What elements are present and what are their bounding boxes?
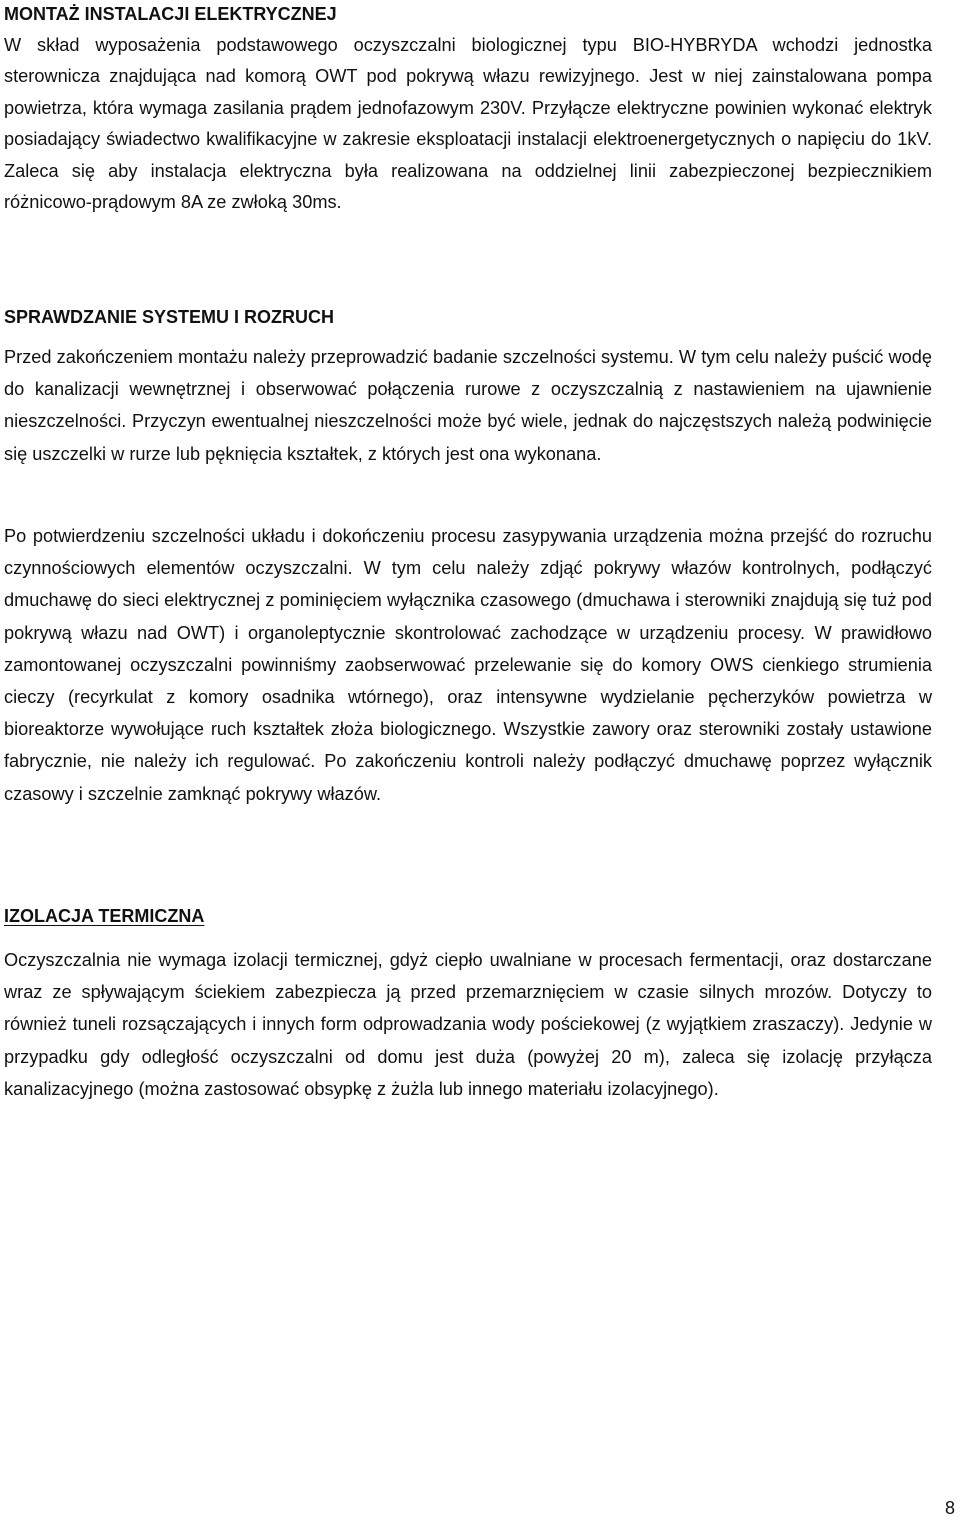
paragraph-leak-test: Przed zakończeniem montażu należy przeprowadzić badanie szczelności systemu. W tym celu należy puścić wodę do kanalizacji wewnętrznej i obserwować połączenia rurowe z oczyszczalnią z nastawieniem na ujawnienie nieszczelności. Przyczyn ewentualnej nieszczelności może być wiele, jednak do najczęstszych należą podwinięcie się uszczelki w rurze lub pęknięcia kształtek, z których jest ona wykonana. xyxy=(4,347,932,464)
page-number: 8 xyxy=(944,1498,955,1518)
paragraph-insulation: Oczyszczalnia nie wymaga izolacji termicznej, gdyż ciepło uwalniane w procesach fermentacji, oraz dostarczane wraz ze spływającym ściekiem zabezpiecza ją przed przemarznięciem w czasie silnych mrozów. Dotyczy to również tuneli rozsączających i innych form odprowadzania wody pościekowej (z wyjątkiem zraszaczy). Jedynie w przypadku gdy odległość oczyszczalni od domu jest duża (powyżej 20 m), zaleca się izolację przyłącza kanalizacyjnego (można zastosować obsypkę z żużla lub innego materiału izolacyjnego). xyxy=(4,950,932,1099)
section-heading-electrical: MONTAŻ INSTALACJI ELEKTRYCZNEJ xyxy=(4,4,337,24)
paragraph-startup: Po potwierdzeniu szczelności układu i dokończeniu procesu zasypywania urządzenia można przejść do rozruchu czynnościowych elementów oczyszczalni. W tym celu należy zdjąć pokrywy włazów kontrolnych, podłączyć dmuchawę do sieci elektrycznej z pominięciem wyłącznika czasowego (dmuchawa i sterowniki znajdują się tuż pod pokrywą włazu nad OWT) i organoleptycznie skontrolować zachodzące w urządzeniu procesy. W prawidłowo zamontowanej oczyszczalni powinniśmy zaobserwować przelewanie się do komory OWS cienkiego strumienia cieczy (recyrkulat z komory osadnika wtórnego), oraz intensywne wydzielanie pęcherzyków powietrza w bioreaktorze wywołujące ruch kształtek złoża biologicznego. Wszystkie zawory oraz sterowniki zostały ustawione fabrycznie, nie należy ich regulować. Po zakończeniu kontroli należy podłączyć dmuchawę poprzez wyłącznik czasowy i szczelnie zamknąć pokrywy włazów. xyxy=(4,526,932,804)
section-heading-insulation: IZOLACJA TERMICZNA xyxy=(4,906,205,926)
paragraph-electrical: W skład wyposażenia podstawowego oczyszczalni biologicznej typu BIO-HYBRYDA wchodzi jednostka sterownicza znajdująca nad komorą OWT pod pokrywą włazu rewizyjnego. Jest w niej zainstalowana pompa powietrza, która wymaga zasilania prądem jednofazowym 230V. Przyłącze elektryczne powinien wykonać elektryk posiadający świadectwo kwalifikacyjne w zakresie eksploatacji instalacji elektroenergetycznych o napięciu do 1kV. Zaleca się aby instalacja elektryczna była realizowana na oddzielnej linii zabezpieczonej bezpiecznikiem różnicowo-prądowym 8A ze zwłoką 30ms. xyxy=(4,35,932,213)
section-heading-startup: SPRAWDZANIE SYSTEMU I ROZRUCH xyxy=(4,307,335,327)
